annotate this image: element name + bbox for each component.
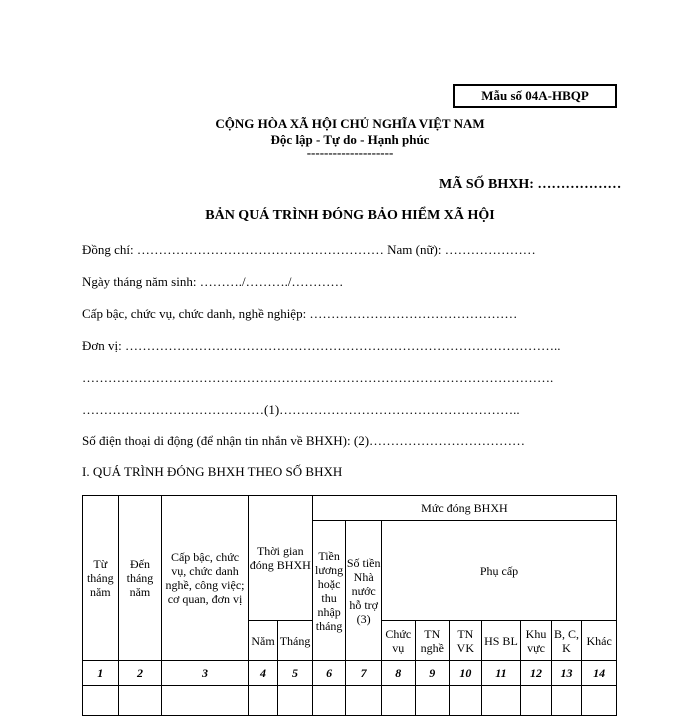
column-number: 9 bbox=[415, 661, 450, 686]
table-cell bbox=[83, 686, 119, 716]
header-rule: -------------------- bbox=[306, 145, 394, 160]
header-position-allowance: Chức vụ bbox=[381, 621, 415, 661]
table-cell bbox=[551, 686, 582, 716]
field-rank: Cấp bậc, chức vụ, chức danh, nghề nghiệp: ………………………………………… bbox=[82, 306, 518, 321]
column-number: 8 bbox=[381, 661, 415, 686]
header-salary: Tiền lương hoặc thu nhập tháng bbox=[312, 521, 346, 661]
header-contribution-period: Thời gian đóng BHXH bbox=[248, 496, 312, 621]
header-bck-allowance: B, C, K bbox=[551, 621, 582, 661]
header-to-month-year: Đến tháng năm bbox=[118, 496, 162, 661]
table-cell bbox=[381, 686, 415, 716]
table-cell bbox=[248, 686, 277, 716]
section-1-heading: I. QUÁ TRÌNH ĐÓNG BHXH THEO SỐ BHXH bbox=[82, 464, 343, 479]
national-motto: Độc lập - Tự do - Hạnh phúc bbox=[270, 132, 430, 147]
table-cell bbox=[521, 686, 552, 716]
table-cell bbox=[312, 686, 346, 716]
header-rank-position: Cấp bậc, chức vụ, chức danh nghề, công việc; cơ quan, đơn vị bbox=[162, 496, 248, 661]
header-seniority-profession: TN nghề bbox=[415, 621, 450, 661]
column-number: 11 bbox=[481, 661, 521, 686]
header-regional-allowance: Khu vực bbox=[521, 621, 552, 661]
table-cell bbox=[162, 686, 248, 716]
field-date-of-birth: Ngày tháng năm sinh: ………./………./………… bbox=[82, 274, 344, 289]
column-number: 10 bbox=[450, 661, 482, 686]
header-allowance: Phụ cấp bbox=[381, 521, 616, 621]
table-cell bbox=[582, 686, 617, 716]
table-cell bbox=[118, 686, 162, 716]
table-cell bbox=[278, 686, 313, 716]
field-unit-line-2: ………………………………………………………………………………………………. bbox=[82, 370, 554, 385]
field-comrade: Đồng chí: ………………………………………………… Nam (nữ): ………………… bbox=[82, 242, 536, 257]
column-number: 1 bbox=[83, 661, 119, 686]
table-cell bbox=[415, 686, 450, 716]
column-number: 3 bbox=[162, 661, 248, 686]
table-cell bbox=[481, 686, 521, 716]
document-title: BẢN QUÁ TRÌNH ĐÓNG BẢO HIỂM XÃ HỘI bbox=[205, 208, 495, 223]
header-month: Tháng bbox=[278, 621, 313, 661]
column-number: 14 bbox=[582, 661, 617, 686]
table-cell bbox=[346, 686, 382, 716]
header-contribution-level: Mức đóng BHXH bbox=[312, 496, 616, 521]
column-number: 6 bbox=[312, 661, 346, 686]
form-code-box: Mẫu số 04A-HBQP bbox=[453, 84, 617, 108]
column-number: 7 bbox=[346, 661, 382, 686]
column-number: 12 bbox=[521, 661, 552, 686]
header-state-support: Số tiền Nhà nước hỗ trợ (3) bbox=[346, 521, 382, 661]
field-unit: Đơn vị: ……………………………………………………………………………………….. bbox=[82, 338, 561, 353]
header-seniority-excess: TN VK bbox=[450, 621, 482, 661]
column-number: 13 bbox=[551, 661, 582, 686]
contribution-table bbox=[82, 495, 617, 716]
field-phone: Số điện thoại di động (để nhận tin nhắn về BHXH): (2)……………………………… bbox=[82, 433, 526, 448]
field-unit-line-3: ……………………………………(1)……………………………………………….. bbox=[82, 402, 520, 417]
column-number: 4 bbox=[248, 661, 277, 686]
table-cell bbox=[450, 686, 482, 716]
column-number: 5 bbox=[278, 661, 313, 686]
social-insurance-id: MÃ SỐ BHXH: ……………… bbox=[439, 177, 622, 192]
column-number: 2 bbox=[118, 661, 162, 686]
header-year: Năm bbox=[248, 621, 277, 661]
header-other-allowance: Khác bbox=[582, 621, 617, 661]
header-from-month-year: Từ tháng năm bbox=[83, 496, 119, 661]
header-reserve-coefficient: HS BL bbox=[481, 621, 521, 661]
country-name: CỘNG HÒA XÃ HỘI CHỦ NGHĨA VIỆT NAM bbox=[215, 116, 485, 131]
